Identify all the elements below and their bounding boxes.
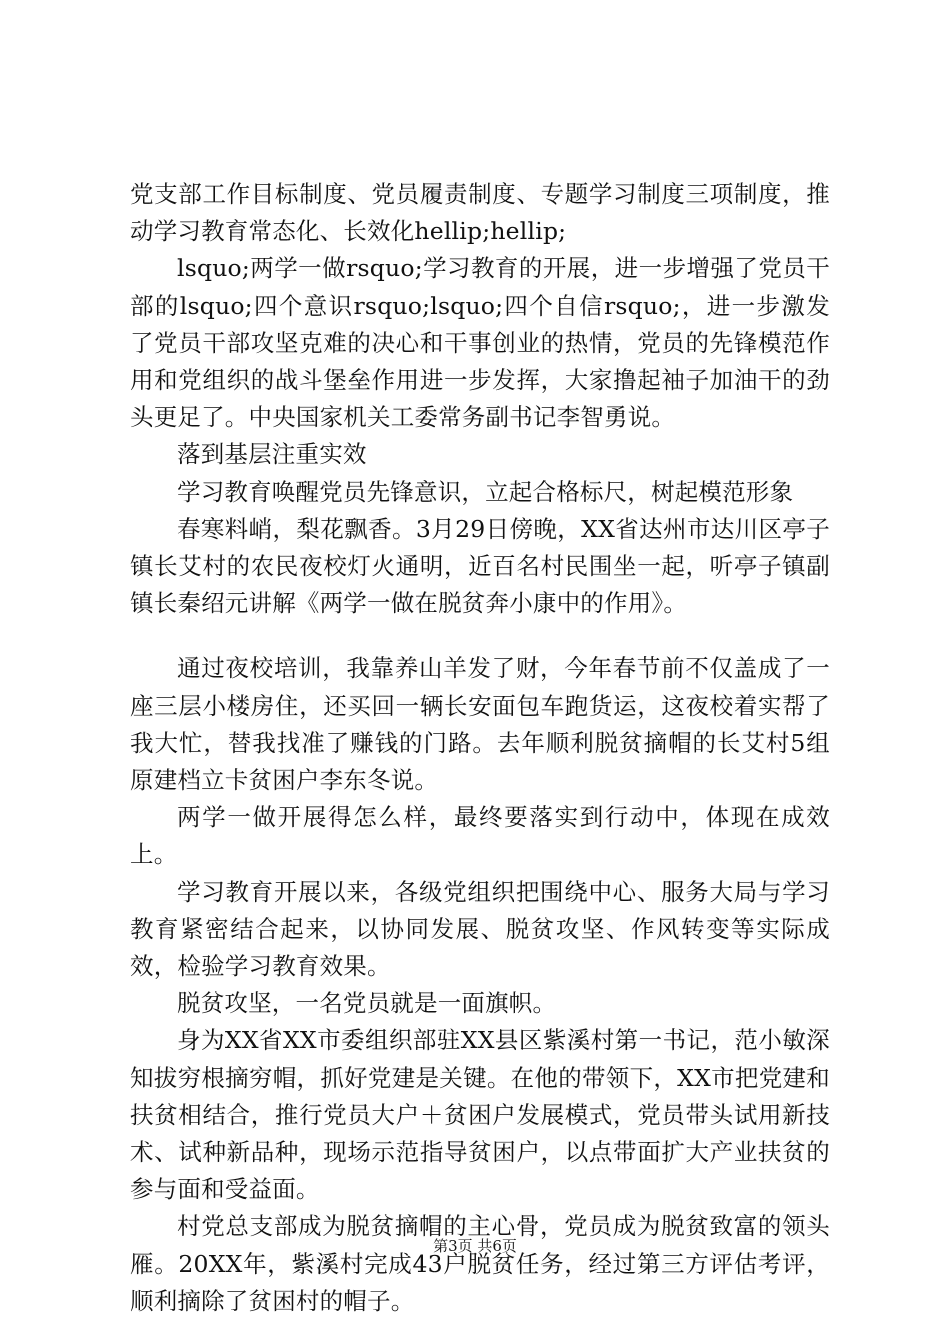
paragraph-action: 两学一做开展得怎么样，最终要落实到行动中，体现在成效上。: [130, 803, 830, 869]
paragraph-quote: lsquo;两学一做rsquo;学习教育的开展，进一步增强了党员干部的lsquo;四个意识rsquo;lsquo;四个自信rsquo;，进一步激发了党员干部攻坚克难的决心和干事创业的热情，党员的先锋模范作用和党组织的战斗堡垒作用进一步发挥，大家撸起袖子加油干的劲头更足了。中央国家机关工委常务副书记李智勇说。: [130, 254, 830, 432]
paragraph-continued: 党支部工作目标制度、党员履责制度、专题学习制度三项制度，推动学习教育常态化、长效化hellip;hellip;: [130, 180, 830, 246]
paragraph-spacer: [130, 622, 830, 650]
section-heading: 落到基层注重实效: [177, 440, 367, 469]
paragraph-night-school: 春寒料峭，梨花飘香。3月29日傍晚，XX省达州市达川区亭子镇长艾村的农民夜校灯火通明，近百名村民围坐一起，听亭子镇副镇长秦绍元讲解《两学一做在脱贫奔小康中的作用》。: [130, 514, 830, 618]
article-body: [130, 176, 830, 1320]
page-footer: 第3页 共6页: [433, 1237, 517, 1255]
paragraph-villager-quote: 通过夜校培训，我靠养山羊发了财，今年春节前不仅盖成了一座三层小楼房住，还买回一辆长安面包车跑货运，这夜校着实帮了我大忙，替我找准了赚钱的门路。去年顺利脱贫摘帽的长艾村5组原建档立卡贫困户李东冬说。: [130, 654, 830, 795]
paragraph-result: 村党总支部成为脱贫摘帽的主心骨，党员成为脱贫致富的领头雁。20XX年，紫溪村完成43户脱贫任务，经过第三方评估考评，顺利摘除了贫困村的帽子。: [130, 1212, 830, 1315]
paragraph-secretary: 身为XX省XX市委组织部驻XX县区紫溪村第一书记，范小敏深知拔穷根摘穷帽，抓好党建是关键。在他的带领下，XX市把党建和扶贫相结合，推行党员大户＋贫困户发展模式，党员带头试用新技术、试种新品种，现场示范指导贫困户，以点带面扩大产业扶贫的参与面和受益面。: [130, 1026, 830, 1204]
paragraph-banner: 脱贫攻坚，一名党员就是一面旗帜。: [177, 989, 557, 1018]
paragraph-party-org: 学习教育开展以来，各级党组织把围绕中心、服务大局与学习教育紧密结合起来，以协同发展、脱贫攻坚、作风转变等实际成效，检验学习教育效果。: [130, 877, 830, 981]
section-subheading: 学习教育唤醒党员先锋意识，立起合格标尺，树起模范形象: [177, 477, 794, 506]
